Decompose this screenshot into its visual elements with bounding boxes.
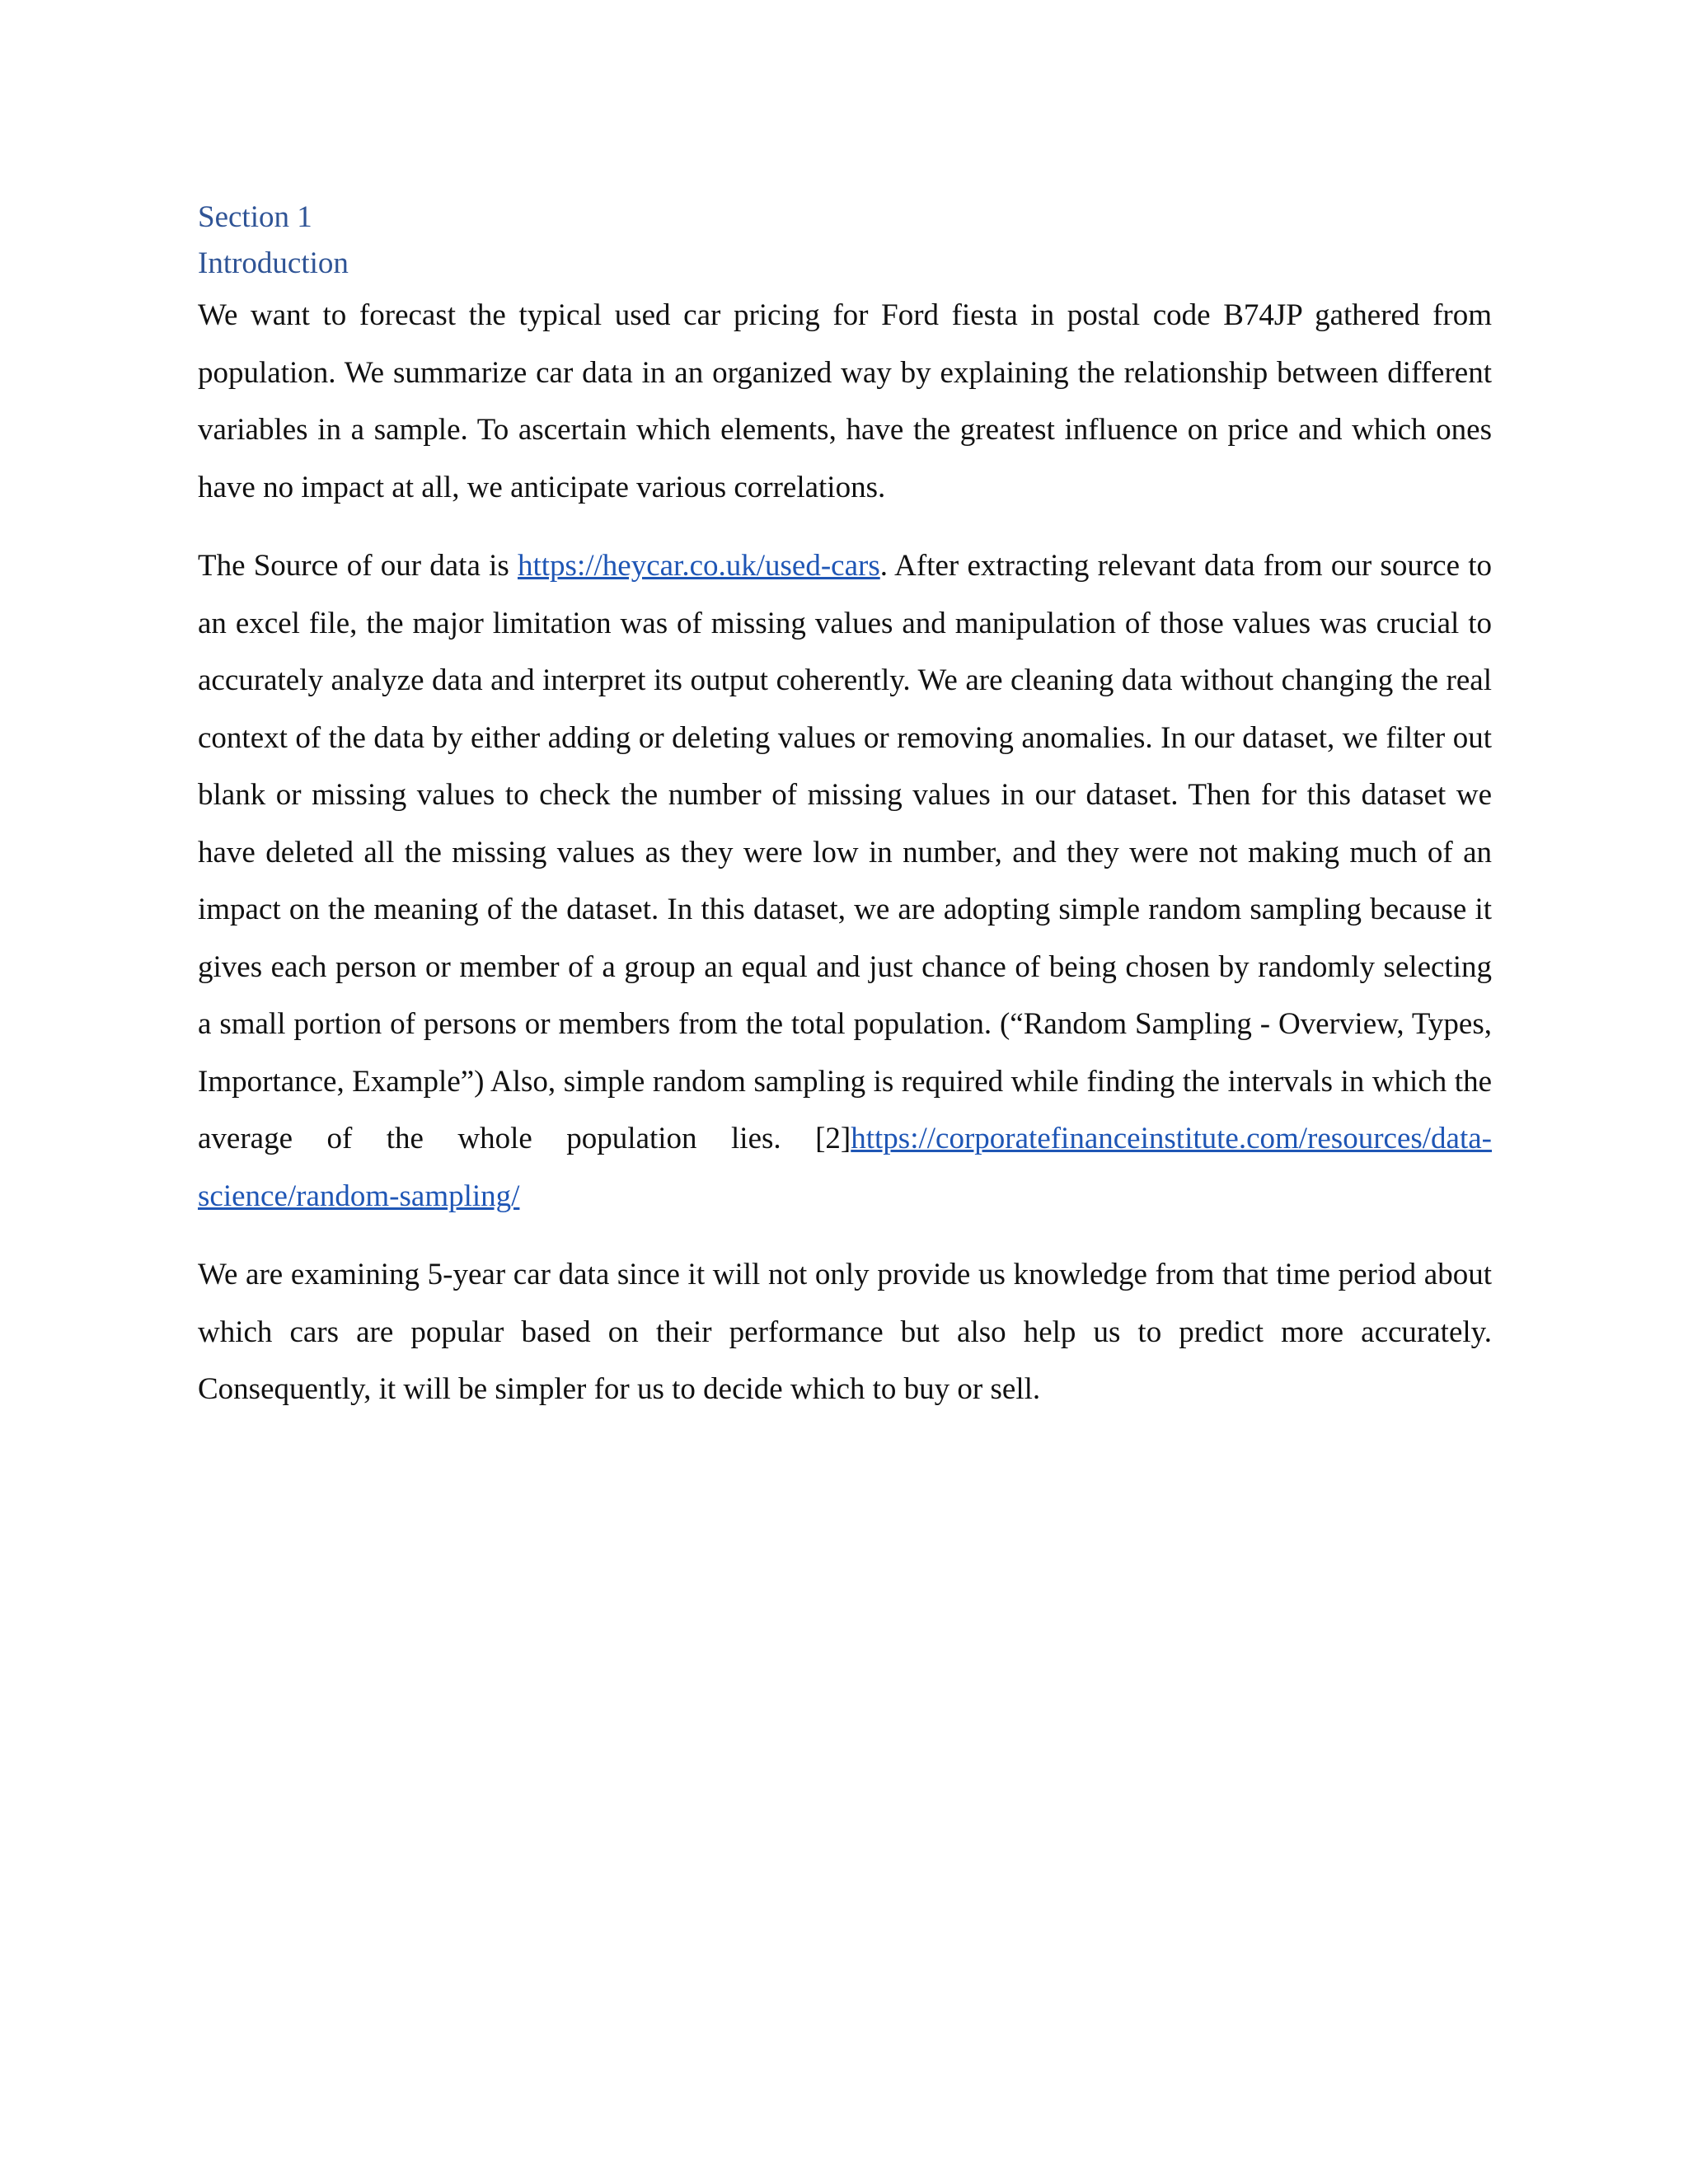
paragraph-source-text-end: . After extracting relevant data from our source to an excel file, the major limitation was of missing values and manipulation of those values was crucial to accurately analyze data and interpret its output coherently. We are cleaning data without changing the real context of the data by either adding or deleting values or removing anomalies. In our dataset, we filter out blank or missing values to check the number of missing values in our dataset. Then for this dataset we have deleted all the missing values as they were low in number, and they were not making much of an impact on the meaning of the dataset. In this dataset, we are adopting simple random sampling because it gives each person or member of a group an equal and just chance of being chosen by randomly selecting a small portion of persons or members from the total population. (“Random Sampling - Overview, Types, Importance, Example”) Also, simple random sampling is required while finding the intervals in which the average of the whole population lies. [2] — [198, 549, 1492, 1155]
section-title: Introduction — [198, 246, 349, 280]
paragraph-source — [198, 537, 1492, 1225]
paragraph-source-text-start: The Source of our data is — [198, 549, 518, 583]
heycar-link[interactable]: https://heycar.co.uk/used-cars — [517, 549, 880, 583]
document-body — [198, 194, 1492, 1418]
paragraph-intro: We want to forecast the typical used car pricing for Ford fiesta in postal code B74JP gathered from population. We summarize car data in an organized way by explaining the relationship between different variables in a sample. To ascertain which elements, have the greatest influence on price and which ones have no impact at all, we anticipate various correlations. — [198, 298, 1492, 504]
paragraph-five-year: We are examining 5-year car data since it will not only provide us knowledge from that time period about which cars are popular based on their performance but also help us to predict more accurately. Consequently, it will be simpler for us to decide which to buy or sell. — [198, 1258, 1492, 1406]
cfi-random-sampling-link[interactable]: https://corporatefinanceinstitute.com/resources/data-science/random-sampling/ — [198, 1122, 1492, 1213]
section-label: Section 1 — [198, 200, 312, 234]
